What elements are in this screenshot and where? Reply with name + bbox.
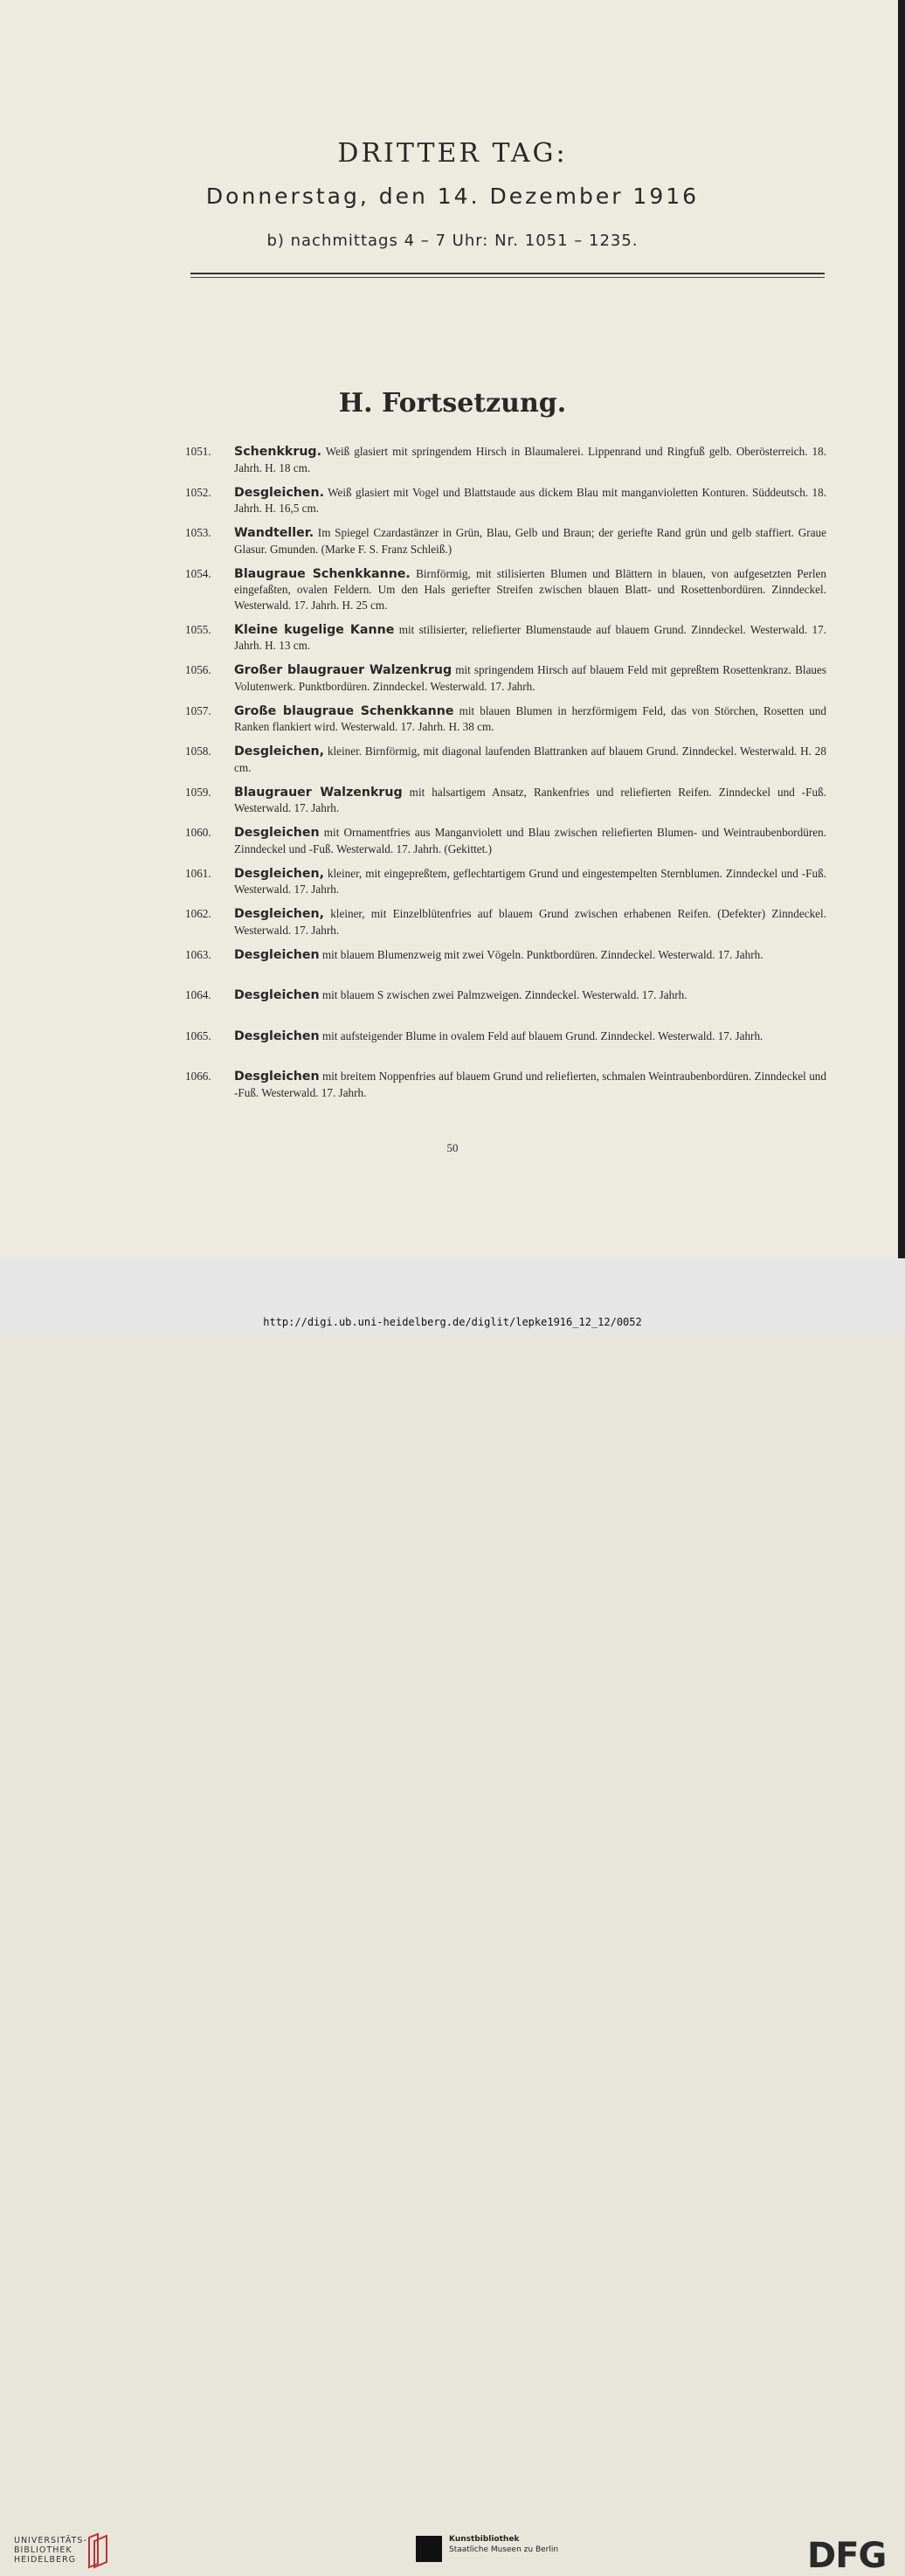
catalog-entries [185,444,826,1110]
entry-title: Blaugrauer Walzenkrug [234,785,403,800]
entry-number: 1052. [185,485,211,499]
catalog-entry [185,485,826,516]
entry-number: 1065. [185,1028,211,1042]
entry-text: mit blauen Blumen in herzförmigem Feld, das von Störchen, Rosetten und Ranken flankiert wird. Westerwald. 17. Jahrh. H. 38 cm. [234,703,826,733]
entry-number: 1062. [185,907,211,920]
catalog-entry [185,744,826,774]
entry-text: mit halsartigem Ansatz, Rankenfries und reliefierten Reifen. Zinndeckel und -Fuß. Westerwald. 17. Jahrh. [234,785,826,814]
entry-title: Desgleichen [234,826,320,840]
kunstbibliothek-label: Kunstbibliothek Staatliche Museen zu Berlin [449,2535,559,2554]
entry-title: Schenkkrug. [234,445,321,459]
catalog-entry [185,947,826,978]
catalog-entry [185,662,826,693]
entry-title: Desgleichen, [234,907,324,921]
catalog-entry [185,622,826,653]
entry-number: 1055. [185,622,211,636]
catalog-entry [185,785,826,815]
entry-number: 1056. [185,663,211,676]
entry-text: mit blauem Blumenzweig mit zwei Vögeln. Punktbordüren. Zinndeckel. Westerwald. 17. Jahrh. [319,947,763,961]
entry-number: 1057. [185,703,211,717]
catalog-entry [185,566,826,613]
entry-title: Blaugraue Schenkkanne. [234,566,411,581]
entry-number: 1058. [185,744,211,758]
entry-title: Desgleichen [234,988,320,1002]
catalog-entry [185,866,826,897]
kunstbibliothek-logo-icon [416,2536,442,2562]
catalog-entry [185,444,826,474]
entry-text: kleiner, mit Einzelblütenfries auf blauem Grund zwischen erhabenen Reifen. (Defekter) Zinndeckel. Westerwald. 17. Jahrh. [234,907,826,937]
section-title: H. Fortsetzung. [338,388,567,419]
entry-number: 1063. [185,947,211,961]
entry-number: 1053. [185,526,211,539]
entry-text: kleiner, mit eingepreßtem, geflechtartigem Grund und eingestempelten Sternblumen. Zinndeckel und -Fuß. Westerwald. 17. Jahrh. [234,866,826,896]
entry-number: 1061. [185,866,211,880]
catalog-entry [185,1069,826,1099]
entry-title: Großer blaugrauer Walzenkrug [234,663,452,677]
entry-title: Desgleichen, [234,744,324,758]
date-heading: Donnerstag, den 14. Dezember 1916 [205,184,700,209]
catalog-entry [185,525,826,556]
day-heading: DRITTER TAG: [337,138,568,169]
catalog-entry [185,1028,826,1059]
entry-text: mit breitem Noppenfries auf blauem Grund und reliefierten, schmalen Weintraubenbordüren. Zinndeckel und -Fuß. Westerwald. 17. Jahrh. [234,1070,826,1099]
entry-number: 1060. [185,826,211,839]
source-url-link[interactable]: http://digi.ub.uni-heidelberg.de/diglit/lepke1916_12_12/0052 [263,1316,642,1328]
entry-text: Weiß glasiert mit springendem Hirsch in Blaumalerei. Lippenrand und Ringfuß gelb. Oberösterreich. 18. Jahrh. H. 18 cm. [234,445,826,474]
page-number: 50 [446,1141,459,1154]
entry-title: Kleine kugelige Kanne [234,622,395,637]
catalog-entry [185,987,826,1018]
entry-number: 1059. [185,785,211,799]
entry-text: Im Spiegel Czardastänzer in Grün, Blau, Gelb und Braun; der geriefte Rand grün und gelb staffiert. Graue Glasur. Gmunden. (Marke F. S. Franz Schleiß.) [234,526,826,556]
entry-number: 1051. [185,445,211,458]
entry-title: Wandteller. [234,526,314,540]
entry-number: 1054. [185,566,211,580]
catalog-entry [185,703,826,734]
entry-title: Desgleichen. [234,485,324,500]
header-rule-bottom [190,277,825,278]
university-label: UNIVERSITÄTS- BIBLIOTHEK HEIDELBERG [14,2536,87,2565]
entry-text: mit springendem Hirsch auf blauem Feld mit gepreßtem Rosettenkranz. Blaues Volutenwerk. Punktbordüren. Zinndeckel. Westerwald. 17. Jahrh. [234,663,826,693]
entry-title: Desgleichen, [234,866,324,881]
entry-text: mit stilisierter, reliefierter Blumenstaude auf blauem Grund. Zinndeckel. Westerwald. 17. Jahrh. H. 13 cm. [234,622,826,652]
entry-title: Desgleichen [234,1070,320,1084]
entry-text: Weiß glasiert mit Vogel und Blattstaude aus dickem Blau mit manganvioletten Konturen. Süddeutsch. 18. Jahrh. H. 16,5 cm. [234,485,826,515]
entry-text: mit Ornamentfries aus Manganviolett und Blau zwischen reliefierten Blumen- und Weintraubenbordüren. Zinndeckel und -Fuß. Westerwald. 17. Jahrh. (Gekittet.) [234,826,826,855]
header-rule-top [190,273,825,274]
entry-number: 1064. [185,988,211,1001]
catalog-entry [185,906,826,937]
entry-text: kleiner. Birnförmig, mit diagonal laufenden Blattranken auf blauem Grund. Zinndeckel. Westerwald. H. 28 cm. [234,744,826,774]
entry-text: mit blauem S zwischen zwei Palmzweigen. Zinndeckel. Westerwald. 17. Jahrh. [319,988,687,1001]
entry-title: Desgleichen [234,1028,320,1043]
entry-title: Desgleichen [234,947,320,962]
entry-text: Birnförmig, mit stilisierten Blumen und Blättern in blauen, von aufgesetzten Perlen eingefaßten, ovalen Feldern. Um den Hals geriefter Streifen zwischen blauen Blatt- und Rosettenbordüren. Zinndeckel. Westerwald. 17. Jahrh. H. 25 cm. [234,566,826,612]
scanned-page [0,0,905,1258]
dfg-logo: DFG [807,2536,887,2576]
entry-title: Große blaugraue Schenkkanne [234,703,454,718]
scan-edge [898,0,905,1258]
entry-text: mit aufsteigender Blume in ovalem Feld auf blauem Grund. Zinndeckel. Westerwald. 17. Jahrh. [319,1028,763,1042]
session-subheading: b) nachmittags 4 – 7 Uhr: Nr. 1051 – 1235. [266,232,639,250]
university-logo-icon [86,2532,110,2569]
catalog-entry [185,825,826,855]
entry-number: 1066. [185,1070,211,1083]
